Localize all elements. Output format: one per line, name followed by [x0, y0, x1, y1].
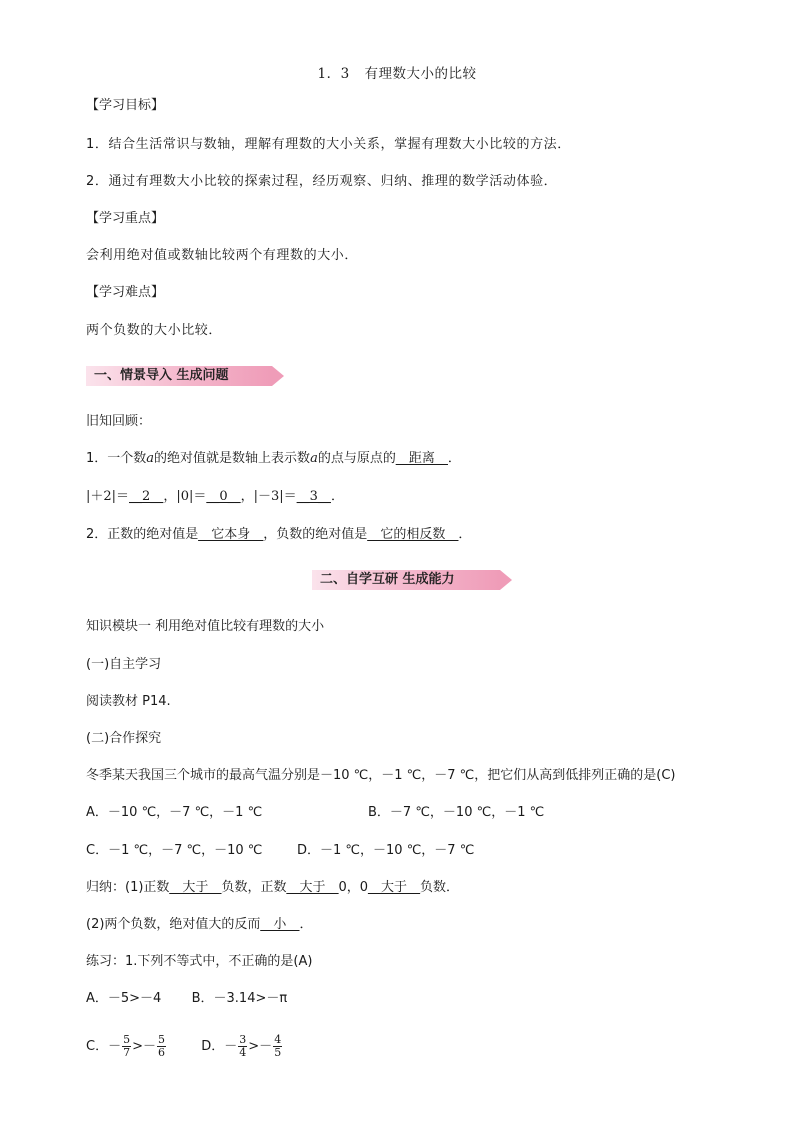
answer-blank: __大于__: [368, 880, 421, 895]
objective-1: 1．结合生活常识与数轴，理解有理数的大小关系，掌握有理数大小比较的方法．: [86, 137, 571, 152]
objective-2: 2．通过有理数大小比较的探索过程，经历观察、归纳、推理的数学活动体验．: [86, 174, 558, 189]
summary-line-1: 归纳：(1)正数__大于__负数，正数__大于__0，0__大于__负数．: [86, 880, 460, 895]
option-d: D．－1 ℃，－10 ℃，－7 ℃: [297, 843, 475, 858]
option-c: C．－1 ℃，－7 ℃，－10 ℃: [86, 843, 263, 858]
answer-blank: __它本身__: [198, 527, 264, 542]
question-text: 冬季某天我国三个城市的最高气温分别是－10 ℃，－1 ℃，－7 ℃，把它们从高到低排列正确的是(C): [86, 768, 676, 783]
review-label: 旧知回顾：: [86, 414, 152, 429]
practice-option-d: D．－ $\frac{3}{4}$ >－ $\frac{4}{5}$: [201, 1033, 282, 1059]
key-points-heading: 【学习重点】: [86, 211, 165, 226]
answer-blank: __大于__: [286, 880, 339, 895]
title-text: 有理数大小的比较: [364, 66, 477, 82]
answer-blank: __距离__: [395, 451, 448, 466]
self-study-heading: (一)自主学习: [86, 657, 162, 672]
practice-label: 练习：1.下列不等式中，不正确的是(A): [86, 954, 313, 969]
answer-blank: __它的相反数__: [367, 527, 459, 542]
objectives-heading: 【学习目标】: [86, 98, 165, 113]
banner-arrow-icon: [500, 570, 512, 590]
review-abs-values: |＋2|＝__2__，|0|＝__0__，|－3|＝__3__．: [86, 489, 344, 504]
read-textbook: 阅读教材 P14.: [86, 694, 171, 709]
review-q1: 1．一个数a的绝对值就是数轴上表示数a的点与原点的__距离__．: [86, 451, 461, 466]
banner-arrow-icon: [272, 366, 284, 386]
practice-option-a: A．－5>－4: [86, 991, 162, 1006]
practice-options-cd: [86, 1033, 283, 1061]
difficulty-heading: 【学习难点】: [86, 285, 165, 300]
option-b: B．－7 ℃，－10 ℃，－1 ℃: [368, 805, 545, 820]
option-a: A．－10 ℃，－7 ℃，－1 ℃: [86, 805, 263, 820]
key-points-text: 会利用绝对值或数轴比较两个有理数的大小．: [86, 248, 359, 263]
answer-blank: __0__: [206, 489, 241, 504]
practice-option-b: B．－3.14>－π: [191, 991, 288, 1006]
difficulty-text: 两个负数的大小比较．: [86, 323, 223, 338]
section-banner-1: 一、情景导入 生成问题: [86, 366, 284, 386]
summary-line-2: (2)两个负数，绝对值大的反而__小__．: [86, 917, 313, 932]
answer-blank: __2__: [129, 489, 164, 504]
answer-blank: __小__: [260, 917, 300, 932]
title-number: 1．3: [317, 66, 350, 82]
review-q2: 2．正数的绝对值是__它本身__，负数的绝对值是__它的相反数__．: [86, 527, 472, 542]
answer-blank: __大于__: [169, 880, 222, 895]
section-banner-2: 二、自学互研 生成能力: [312, 570, 512, 590]
module-1-heading: 知识模块一 利用绝对值比较有理数的大小: [86, 619, 325, 634]
practice-options-ab: [86, 990, 287, 1008]
page-title: [0, 62, 794, 82]
coop-heading: (二)合作探究: [86, 731, 162, 746]
answer-blank: __3__: [296, 489, 331, 504]
practice-option-c: C．－ $\frac{5}{7}$ >－ $\frac{5}{6}$: [86, 1033, 165, 1059]
